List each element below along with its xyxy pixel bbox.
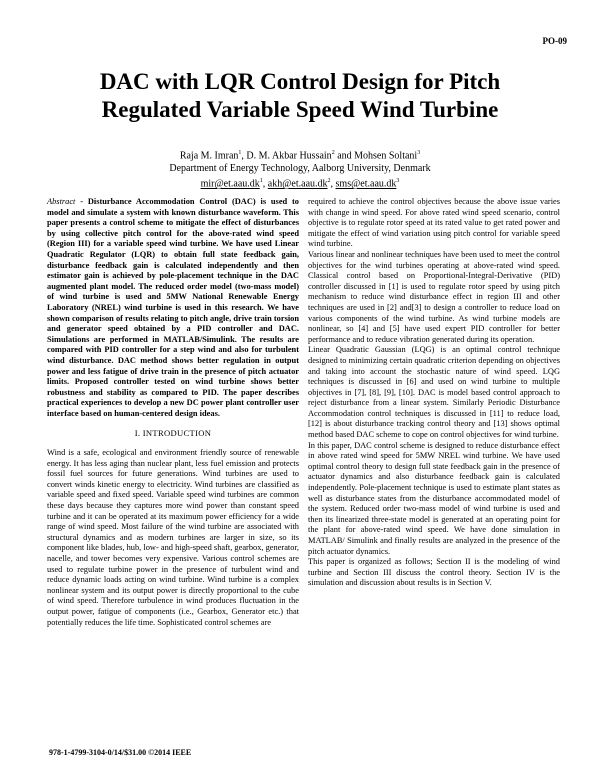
author-block [60,147,540,191]
intro-paragraph-3: Various linear and nonlinear techniques have been used to meet the control objectives for the wind turbines operating at above-rated wind speed. Classical control based on Proportional-Integral-Derivative (PID) controller discussed in [1] is used to regulate rotor speed by using pitch mechanism to reduce wind disturbance effect in region III and other techniques are used in [2] and[3] to design a controller to reduce load on various components of the wind turbine. As wind turbine models are nonlinear, so [4] and [5] have used expert PID controller for better performance and to reduce vibration generated during its operation. [308,249,560,344]
affiliation: Department of Energy Technology, Aalborg University, Denmark [169,163,431,175]
paper-title [40,68,560,124]
author-2-mark: 2 [331,150,335,156]
abstract-label: Abstract [47,197,76,206]
email-3-mark: 3 [396,178,400,185]
intro-paragraph-6: This paper is organized as follows; Section II is the modeling of wind turbine and Section III discuss the control theory. Section IV is the simulation and discussion about results is in Section V. [308,557,560,588]
intro-paragraph-1: Wind is a safe, ecological and environment friendly source of renewable energy. It has less aging than nuclear plant, less fuel emission and protects fossil fuel sources for future generations. Wind turbines are used to convert winds kinetic energy to electricity. Wind turbines are classified as variable speed and fixed speed. Variable speed wind turbines are common these days because they captures more wind power than constant speed turbine and it can be operated at its maximum power efficiency for a wide range of wind speed. Most failure of the wind turbine are associated with structural dynamics and as modern turbines are larger in size, so its component like blades, hub, low- and high-speed shaft, gearbox, generator, nacelle, and tower becomes very expensive. Various control schemes are used to regulate turbine power in the presence of turbulent wind and reduce dynamic loads acting on wind turbine. Wind turbine is a complex nonlinear system and its output power is directly proportional to the cube of wind speed. Therefore turbulence in wind produces fluctuation in the output power, fatigue of components (i.e., Gearbox, Generator etc.) that potentially reduces the life time. Sophisticated control schemes are [47,448,299,627]
email-link-3[interactable]: sms@et.aau.dk [335,178,397,190]
author-emails: $mir@et.aau.dk^1$, $akh@et.aau.dk^2$, $sms@et.aau.dk^3$ [200,178,400,190]
page-id: PO-09 [542,36,567,46]
email-link-2[interactable]: akh@et.aau.dk [267,178,328,190]
intro-paragraph-5: In this paper, DAC control scheme is designed to reduce disturbance effect in above rated wind speed for 5MW NREL wind turbine. We have used optimal control theory to design full state feedback gain in the presence of actuator dynamics and also disturbance feedback gain is calculated independently. Pole-placement technique is used to estimate plant states as well as disturbance states from the disturbance accommodated model of the system. Reduced order two-mass model of wind turbine is used and then its linearized three-state model is generated at an operating point for the plant for above-rated wind speed. We have done simulation in MATLAB/ Simulink and finally results are analyzed in the presence of the pitch actuator dynamics. [308,440,560,556]
author-1-mark: 1 [238,150,242,156]
left-column [47,197,299,628]
intro-paragraph-2: required to achieve the control objectives because the above issue varies with change in wind speed. For above rated wind speed scenario, control objective is to regulate rotor speed at its rated value to get rated power and mitigate the effect of wind variation using pitch control for variable speed wind turbine. [308,197,560,249]
email-1-mark: 1 [259,178,263,185]
author-3-mark: 3 [417,150,421,156]
email-link-1[interactable]: mir@et.aau.dk [200,178,260,190]
abstract [47,197,299,419]
author-1: Raja M. Imran [179,150,239,162]
right-column [308,197,560,589]
section-heading-introduction: I. INTRODUCTION [134,428,212,439]
intro-paragraph-4: Linear Quadratic Gaussian (LQG) is an optimal control technique designed to minimizing certain quadratic criterion depending on objectives and taking into account the stochastic nature of wind speed. LQG techniques is discussed in [6] and used on wind turbine to multiple objectives in [7], [8], [9], [10]. DAC is model based control approach to reject disturbance from a linear system. Similarly Periodic Disturbance Accommodation control techniques is discussed in [11] to reduce load, [12] is about disturbance tracking control theory and [13] shows optimal method based DAC scheme to cope on control objectives for wind turbine. [308,345,560,440]
author-names [60,147,540,162]
copyright-footer: 978-1-4799-3104-0/14/$31.00 ©2014 IEEE [49,748,192,757]
author-2: , D. M. Akbar Hussain [241,150,332,162]
title-line-2: Regulated Variable Speed Wind Turbine [101,97,499,122]
title-line-1: DAC with LQR Control Design for Pitch [99,69,501,94]
author-3: and Mohsen Soltani [334,150,418,162]
abstract-text: - Disturbance Accommodation Control (DAC) is used to model and simulate a system with known disturbance waveform. This paper presents a control scheme to mitigate the effect of disturbances by using collective pitch control for the above-rated wind speed (Region III) for a variable speed wind turbine. We have used Linear Quadratic Regulator (LQR) to obtain full state feedback gain, disturbance feedback gain is calculated independently and then estimator gain is achieved by pole-placement technique in the DAC augmented plant model. The reduced order model (two-mass model) of wind turbine is used and 5MW National Renewable Energy Laboratory (NREL) wind turbine is used in this research. We have shown comparison of results relating to pitch angle, drive train torsion and generator speed obtained by a PID controller and DAC. Simulations are performed in MATLAB/Simulink. The results are compared with PID controller for a step wind and also for turbulent wind disturbance. DAC method shows better regulation in output power and less fatigue of drive train in the presence of pitch actuator limits. Proposed controller tested on wind turbine shows better robustness and stability as compared to PID. The paper describes practical experiences to develop a new DC power plant controller user interface based on human-centered design ideas. [47,197,299,418]
email-2-mark: 2 [327,178,331,185]
